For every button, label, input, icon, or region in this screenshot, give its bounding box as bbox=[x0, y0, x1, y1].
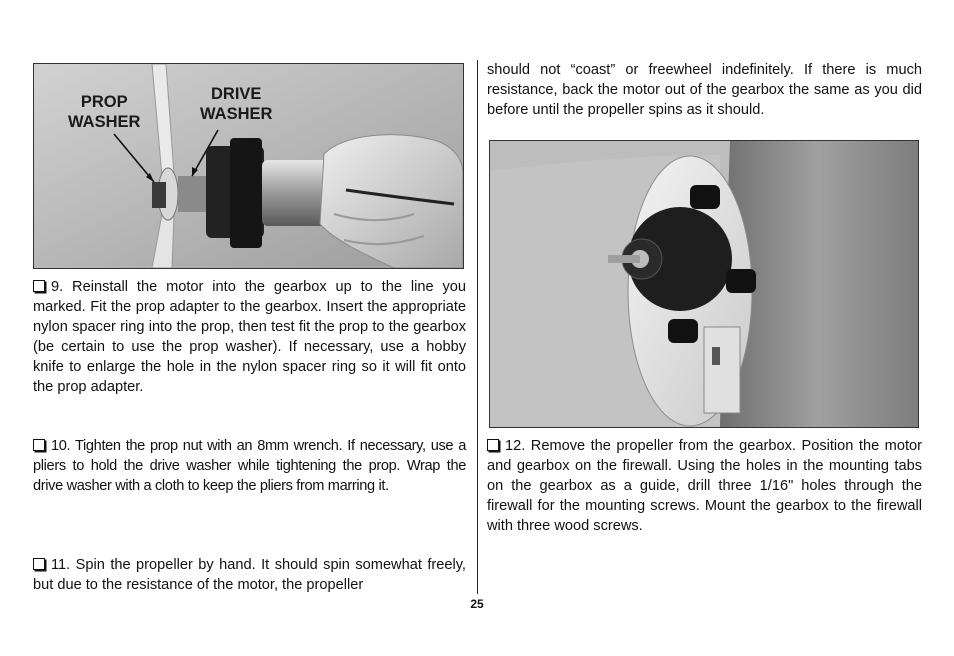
step-9-checkbox[interactable] bbox=[33, 280, 45, 292]
step-12-text: 12. Remove the propeller from the gearbox. Position the motor and gearbox on the firewall. Using the holes in the mounting tabs on the gearbox as a guide, drill three 1/16" holes through the firewall for the mounting screws. Mount the gearbox to the firewall with three wood screws. bbox=[487, 438, 922, 534]
step-10-checkbox[interactable] bbox=[33, 439, 45, 451]
column-divider bbox=[477, 60, 478, 594]
step-9-text: 9. Reinstall the motor into the gearbox up to the line you marked. Fit the prop adapter to the gearbox. Insert the appropriate nylon spacer ring into the prop, then test fit the prop to the gearbox (be certain to use the prop washer). If necessary, use a hobby knife to enlarge the hole in the nylon spacer ring so it will fit onto the prop adapter. bbox=[33, 279, 466, 395]
drive-washer-label-line2: WASHER bbox=[200, 105, 273, 123]
step-11-checkbox[interactable] bbox=[33, 558, 45, 570]
motor-gearbox-photo bbox=[33, 63, 464, 269]
prop-washer-label-line1: PROP bbox=[80, 93, 128, 111]
step-11-continued-text: should not “coast” or freewheel indefinitely. If there is much resistance, back the motor out of the gearbox the same as you did before until the propeller spins as it should. bbox=[487, 62, 922, 118]
firewall-mount-photo bbox=[489, 140, 919, 428]
step-9-paragraph bbox=[33, 277, 466, 397]
step-11-paragraph bbox=[33, 555, 466, 595]
prop-washer-label bbox=[68, 92, 140, 132]
step-10-text: 10. Tighten the prop nut with an 8mm wrench. If necessary, use a pliers to hold the drive washer while tightening the prop. Wrap the drive washer with a cloth to keep the pliers from marring it. bbox=[33, 438, 466, 494]
step-12-checkbox[interactable] bbox=[487, 439, 499, 451]
step-11-continued-paragraph bbox=[487, 60, 922, 120]
step-10-paragraph bbox=[33, 436, 466, 496]
drive-washer-label-line1: DRIVE bbox=[210, 85, 262, 103]
step-11-text: 11. Spin the propeller by hand. It should spin somewhat freely, but due to the resistance of the motor, the propeller bbox=[33, 557, 466, 593]
page-number: 25 bbox=[470, 597, 484, 611]
firewall-mount-illustration bbox=[490, 141, 918, 427]
step-12-paragraph bbox=[487, 436, 922, 536]
prop-washer-label-line2: WASHER bbox=[68, 113, 141, 131]
drive-washer-label bbox=[200, 84, 272, 124]
